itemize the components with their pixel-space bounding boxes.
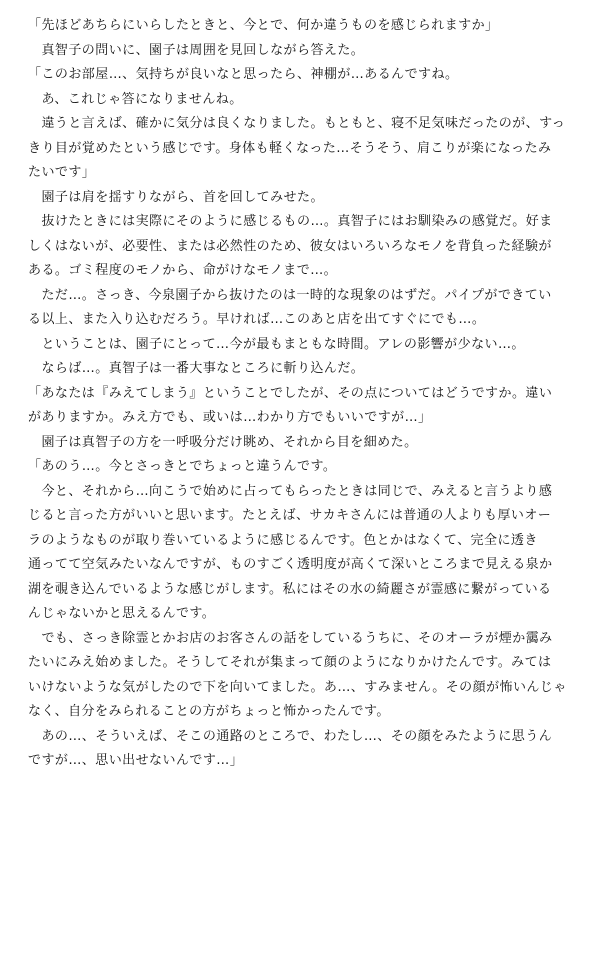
text-line: いけないような気がしたので下を向いてました。あ…、すみません。その顔が怖いんじゃ [28, 679, 567, 695]
text-line: 「あなたは『みえてしまう』ということでしたが、その点についてはどうですか。違い [28, 385, 553, 401]
document-page [28, 14, 594, 774]
text-line: 今と、それから…向こうで始めに占ってもらったときは同じで、みえると言うより感 [28, 483, 553, 499]
text-line: る以上、また入り込むだろう。早ければ…このあと店を出てすぐにでも…。 [28, 312, 486, 327]
text-line: ですが…、思い出せないんです…」 [28, 753, 244, 768]
text-line: 通ってて空気みたいなんですが、ものすごく透明度が高くて深いところまで見える泉か [28, 557, 553, 572]
text-line: 「先ほどあちらにいらしたときと、今とで、何か違うものを感じられますか」 [28, 18, 499, 33]
text-line: たいにみえ始めました。そうしてそれが集まって顔のようになりかけたんです。みては [28, 655, 552, 670]
text-line: 「あのう…。今とさっきとでちょっと違うんです。 [28, 459, 337, 474]
text-line: ただ…。さっき、今泉園子から抜けたのは一時的な現象のはずだ。パイプができてい [28, 287, 552, 303]
text-line: ラのようなものが取り巻いているように感じるんです。色とかはなくて、完全に透き [28, 532, 538, 548]
text-line: ある。ゴミ程度のモノから、命がけなモノまで…。 [28, 263, 338, 278]
text-line: しくはないが、必要性、または必然性のため、彼女はいろいろなモノを背負った経験が [28, 238, 552, 254]
text-line: 抜けたときには実際にそのように感じるもの…。真智子にはお馴染みの感覚だ。好ま [28, 214, 553, 229]
text-line: 湖を覗き込んでいるような感じがします。私にはその水の綺麗さが霊感に繋がっている [28, 581, 552, 597]
text-line: 園子は真智子の方を一呼吸分だけ眺め、それから目を細めた。 [28, 434, 418, 450]
text-line: たいです」 [28, 165, 96, 180]
text-line: 真智子の問いに、園子は周囲を見回しながら答えた。 [28, 42, 365, 58]
text-line: ということは、園子にとって…今が最もまともな時間。アレの影響が少ない…。 [28, 336, 525, 352]
text-line: 園子は肩を揺すりながら、首を回してみせた。 [28, 189, 324, 205]
text-line: ならば…。真智子は一番大事なところに斬り込んだ。 [28, 361, 365, 376]
text-line: じると言った方がいいと思います。たとえば、サカキさんには普通の人よりも厚いオー [28, 508, 552, 523]
text-line: なく、自分をみられることの方がちょっと怖かったんです。 [28, 704, 390, 719]
text-line: あ、これじゃ答になりませんね。 [28, 91, 243, 107]
text-line: 「このお部屋…、気持ちが良いなと思ったら、神棚が…あるんですね。 [28, 67, 459, 82]
text-line: 違うと言えば、確かに気分は良くなりました。もともと、寝不足気味だったのが、すっ [28, 116, 566, 131]
text-line: でも、さっき除霊とかお店のお客さんの話をしているうちに、そのオーラが煙か靄み [28, 630, 553, 646]
text-line: きり目が覚めたという感じです。身体も軽くなった…そうそう、肩こりが楽になったみ [28, 140, 552, 156]
text-line: んじゃないかと思えるんです。 [28, 606, 216, 621]
text-line: あの…、そういえば、そこの通路のところで、わたし…、その顔をみたように思うん [28, 728, 553, 744]
text-line: がありますか。みえ方でも、或いは…わかり方でもいいですが…」 [28, 410, 432, 425]
